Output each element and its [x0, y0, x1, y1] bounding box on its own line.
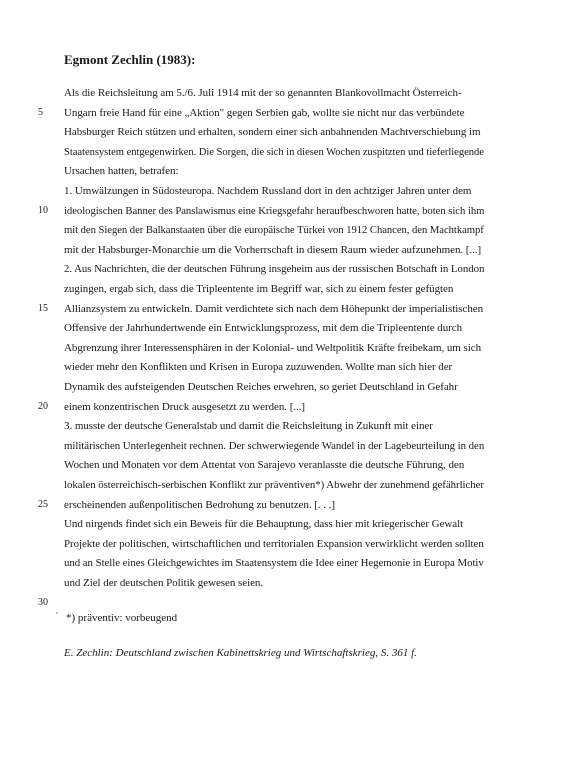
text-line: militärischen Unterlegenheit rechnen. Der schwerwiegende Wandel in der Lagebeurteilung in den: [64, 440, 485, 452]
text-line: Und nirgends findet sich ein Beweis für die Behauptung, dass hier mit kriegerischer Gewalt: [64, 518, 464, 530]
source-citation: E. Zechlin: Deutschland zwischen Kabinettskrieg und Wirtschaftskrieg, S. 361 f.: [64, 647, 417, 659]
text-line: ideologischen Banner des Panslawismus eine Kriegsgefahr heraufbeschworen hatte, boten sich ihm: [64, 205, 485, 217]
line-number: 15: [38, 303, 48, 314]
footnote: *) präventiv: vorbeugend: [66, 612, 178, 624]
text-line: mit den Siegen der Balkanstaaten über die europäische Türkei von 1912 Chancen, den Machtkampf: [64, 224, 484, 236]
line-number: 25: [38, 499, 48, 510]
text-line: Allianzsystem zu entwickeln. Damit verdichtete sich nach dem Höhepunkt der imperialistischen: [64, 303, 484, 315]
text-line: Projekte der politischen, wirtschaftlichen und territorialen Expansion verwirklicht werden sollten: [64, 538, 484, 550]
line-number: 30: [38, 597, 48, 608]
text-line: Dynamik des aufsteigenden Deutschen Reiches erwehren, so geriet Deutschland in Gefahr: [64, 381, 458, 393]
text-line: einem konzentrischen Druck ausgesetzt zu werden. [...]: [64, 401, 306, 413]
text-line: Habsburger Reich stützen und erhalten, sondern einer sich anbahnenden Machtverschiebung im: [64, 126, 481, 138]
text-line: Offensive der Jahrhundertwende ein Entwicklungsprozess, mit dem die Tripleentente durch: [64, 322, 463, 334]
text-line: mit der Habsburger-Monarchie um die Vorherrschaft in diesem Raum wieder aufzunehmen. [...]: [64, 244, 482, 256]
text-line: lokalen österreichisch-serbischen Konflikt zur präventiven*) Abwehr der zunehmend gefährlicher: [64, 479, 484, 491]
text-line: Wochen und Monaten vor dem Attentat von Sarajevo veranlasste die deutsche Führung, den: [64, 459, 465, 471]
text-line: und an Stelle eines Gleichgewichtes im Staatensystem die Idee einer Hegemonie in Europa Motiv: [64, 557, 484, 569]
text-line: 3. musste der deutsche Generalstab und damit die Reichsleitung in Zukunft mit einer: [64, 420, 433, 432]
document-title: Egmont Zechlin (1983):: [64, 52, 196, 67]
line-number: 5: [38, 107, 43, 118]
scan-speck: [56, 612, 58, 614]
line-number: 10: [38, 205, 48, 216]
text-line: Als die Reichsleitung am 5./6. Juli 1914 mit der so genannten Blankovollmacht Österreich-: [64, 87, 462, 99]
text-line: 1. Umwälzungen in Südosteuropa. Nachdem Russland dort in den achtziger Jahren unter dem: [64, 185, 472, 197]
text-line: und Ziel der deutschen Politik gewesen seien.: [64, 577, 264, 589]
text-line: 2. Aus Nachrichten, die der deutschen Führung insgeheim aus der russischen Botschaft in London: [64, 263, 485, 275]
text-line: Ursachen hatten, betrafen:: [64, 165, 179, 177]
text-line: wieder mehr den Konflikten und Krisen in Europa zuzuwenden. Wollte man sich hier der: [64, 361, 453, 373]
text-line: Ungarn freie Hand für eine „Aktion" gegen Serbien gab, wollte sie nicht nur das verbündete: [64, 107, 465, 119]
text-line: erscheinenden außenpolitischen Bedrohung zu benutzen. [. . .]: [64, 499, 335, 511]
text-line: zugingen, ergab sich, dass die Tripleentente im Begriff war, sich zu einem fester gefügten: [64, 283, 454, 295]
text-line: Staatensystem entgegenwirken. Die Sorgen, die sich in diesen Wochen zuspitzten und tieferliegende: [64, 146, 484, 158]
text-line: Abgrenzung ihrer Interessensphären in der Kolonial- und Weltpolitik Kräfte freibekam, um sich: [64, 342, 482, 354]
line-number: 20: [38, 401, 48, 412]
